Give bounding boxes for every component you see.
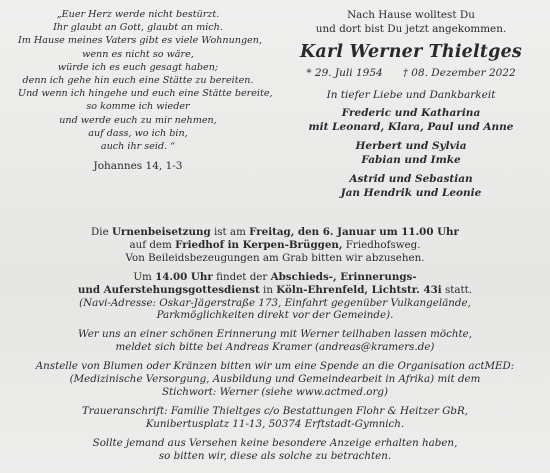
service-location-line: und Auferstehungsgottesdienst in Köln-Ehrenfeld, Lichtstr. 43i statt. [77,283,473,296]
verse-line: und werde euch zu mir nehmen, [59,114,217,126]
death-date: † 08. Dezember 2022 [402,67,516,79]
family-group [286,106,536,134]
address-line: Kunibertusplatz 11-13, 50374 Erftstadt-Gymnich. [145,417,405,430]
memory-paragraph [6,328,544,354]
deceased-name: Karl Werner Thieltges [300,42,522,62]
verse-line: auch ihr seid. “ [100,141,176,153]
intro-line: und dort bist Du jetzt angekommen. [315,23,507,35]
header-block [286,8,536,200]
address-line: Traueranschrift: Familie Thieltges c/o Bestattungen Flohr & Heitzer GbR, [81,404,469,417]
family-children: Jan Hendrik und Leonie [340,187,482,199]
verse-line: wenn es nicht so wäre, [82,48,194,60]
donation-line: Anstelle von Blumen oder Kränzen bitten wir um eine Spende an die Organisation actMED: [35,360,515,373]
verse-line: „Euer Herz werde nicht bestürzt. [56,9,220,20]
memory-line: Wer uns an einer schönen Erinnerung mit Werner teilhaben lassen möchte, [77,328,473,341]
mourning-phrase: In tiefer Liebe und Dankbarkeit [326,89,496,101]
burial-paragraph [6,226,544,265]
birth-date: * 29. Juli 1954 [306,67,383,79]
family-group [286,139,536,167]
memorial-service-paragraph [6,271,544,323]
bible-verse [18,8,273,173]
life-dates [286,67,536,79]
burial-line: Die Urnenbeisetzung ist am Freitag, den 6. Januar um 11.00 Uhr [91,226,459,238]
donation-line: (Medizinische Versorgung, Ausbildung und Gemeindearbeit in Afrika) mit dem [69,373,481,386]
closing-line: Sollte jemand aus Versehen keine besondere Anzeige erhalten haben, [92,436,458,449]
contact-line: meldet sich bitte bei Andreas Kramer (andreas@kramers.de) [115,341,435,354]
closing-line: so bitten wir, diese als solche zu betrachten. [158,449,392,462]
intro-line: Nach Hause wolltest Du [347,9,475,21]
verse-line: so komme ich wieder [86,101,190,113]
navi-address: (Navi-Adresse: Oskar-Jägerstraße 173, Einfahrt gegenüber Vulkangelände, [79,296,471,309]
service-line: Um 14.00 Uhr findet der Abschieds-, Erinnerungs- [133,270,417,283]
mourning-address [6,405,544,431]
verse-line: auf dass, wo ich bin, [88,127,188,139]
verse-line: Im Hause meines Vaters gibt es viele Wohnungen, [18,35,262,47]
verse-line: Ihr glaubt an Gott, glaubt an mich. [53,22,223,34]
family-name: Frederic und Katharina [341,107,481,119]
family-children: mit Leonard, Klara, Paul und Anne [308,121,514,133]
verse-line: würde ich es euch gesagt haben; [57,61,219,73]
condolence-note: Von Beileidsbezeugungen am Grab bitten wir abzusehen. [125,251,425,264]
family-children: Fabian und Imke [361,154,461,166]
donation-paragraph [6,360,544,399]
family-name: Astrid und Sebastian [349,173,473,185]
family-name: Herbert und Sylvia [355,140,467,152]
verse-citation: Johannes 14, 1-3 [93,160,183,173]
parking-note: Parkmöglichkeiten direkt vor der Gemeinde). [156,309,394,322]
service-info [6,226,544,469]
family-group [286,172,536,200]
verse-line: Und wenn ich hingehe und euch eine Stätte bereite, [18,88,273,100]
closing-note [6,437,544,463]
donation-keyword: Stichwort: Werner (siehe www.actmed.org) [161,385,389,398]
burial-location-line: auf dem Friedhof in Kerpen-Brüggen, Friedhofsweg. [129,238,421,251]
verse-line: denn ich gehe hin euch eine Stätte zu bereiten. [22,75,254,87]
